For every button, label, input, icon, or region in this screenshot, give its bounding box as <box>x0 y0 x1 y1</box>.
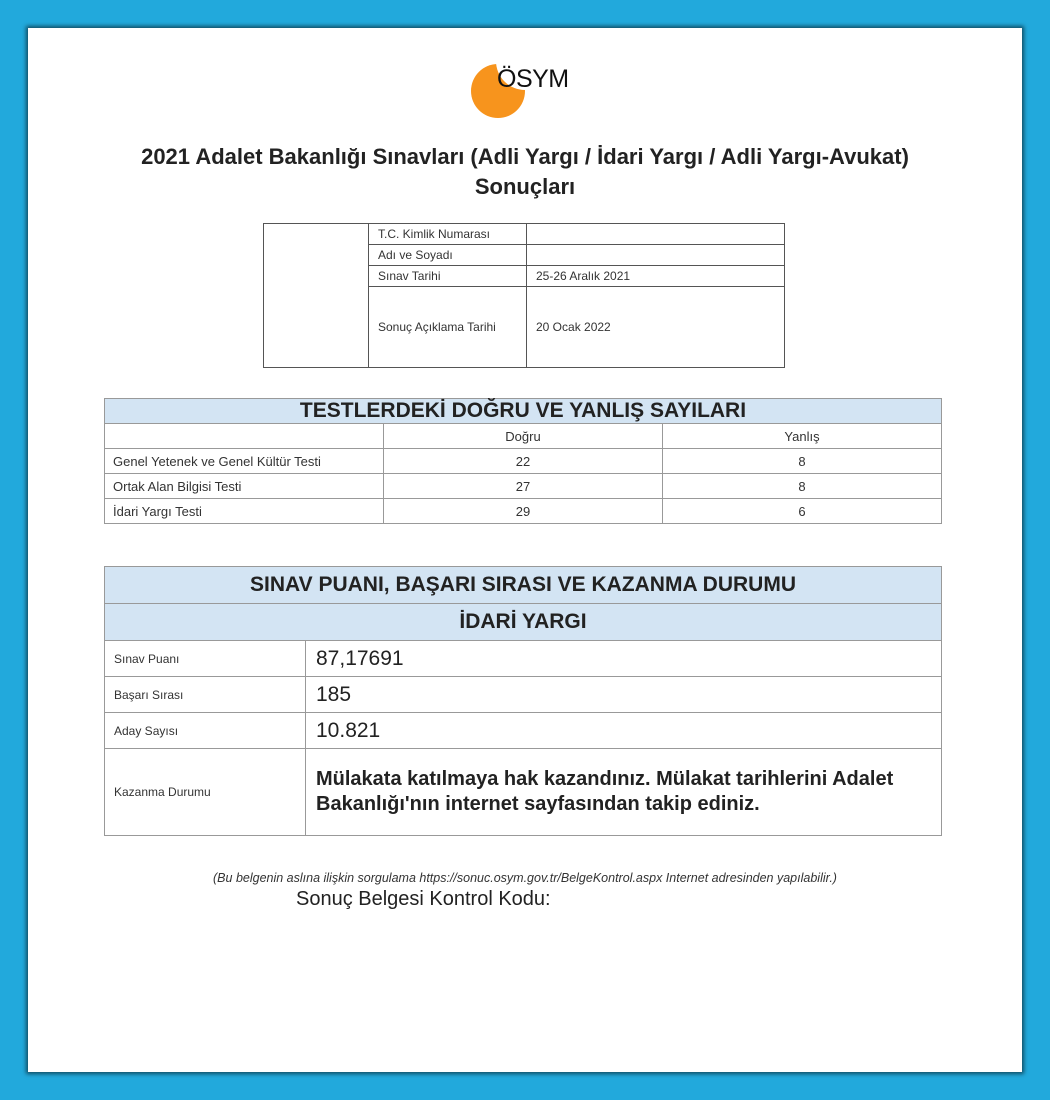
table-row <box>105 499 942 524</box>
result-document <box>28 28 1022 1072</box>
candidate-info-table <box>263 223 785 368</box>
dogru-count: 29 <box>384 499 663 524</box>
result-label: Başarı Sırası <box>105 677 306 713</box>
column-header-dogru: Doğru <box>384 424 663 449</box>
logo-text: ÖSYM <box>497 65 569 93</box>
candidate-count: 10.821 <box>306 713 942 749</box>
results-heading: SINAV PUANI, BAŞARI SIRASI VE KAZANMA DURUMU <box>105 567 942 604</box>
success-rank: 185 <box>306 677 942 713</box>
placement-status: Mülakata katılmaya hak kazandınız. Mülakat tarihlerini Adalet Bakanlığı'nın internet sayfasından takip ediniz. <box>306 749 942 836</box>
results-subheading: İDARİ YARGI <box>105 604 942 641</box>
test-name: İdari Yargı Testi <box>105 499 384 524</box>
result-label: Sınav Puanı <box>105 641 306 677</box>
photo-placeholder <box>264 224 369 368</box>
info-value: 25-26 Aralık 2021 <box>527 266 785 287</box>
osym-logo <box>471 61 591 121</box>
column-header <box>105 424 384 449</box>
page-title: 2021 Adalet Bakanlığı Sınavları (Adli Yargı / İdari Yargı / Adli Yargı-Avukat) Sonuçları <box>141 144 909 199</box>
yanlis-count: 6 <box>663 499 942 524</box>
tests-heading: TESTLERDEKİ DOĞRU VE YANLIŞ SAYILARI <box>105 399 942 424</box>
info-value: 20 Ocak 2022 <box>527 287 785 368</box>
dogru-count: 27 <box>384 474 663 499</box>
column-header-yanlis: Yanlış <box>663 424 942 449</box>
exam-score: 87,17691 <box>306 641 942 677</box>
result-label: Kazanma Durumu <box>105 749 306 836</box>
info-label: Sonuç Açıklama Tarihi <box>369 287 527 368</box>
dogru-count: 22 <box>384 449 663 474</box>
info-label: Sınav Tarihi <box>369 266 527 287</box>
tests-table <box>104 398 942 524</box>
table-row <box>105 713 942 749</box>
yanlis-count: 8 <box>663 449 942 474</box>
table-row <box>105 677 942 713</box>
test-name: Ortak Alan Bilgisi Testi <box>105 474 384 499</box>
info-value <box>527 245 785 266</box>
table-row <box>105 449 942 474</box>
info-label: T.C. Kimlik Numarası <box>369 224 527 245</box>
info-label: Adı ve Soyadı <box>369 245 527 266</box>
info-value <box>527 224 785 245</box>
verification-note: (Bu belgenin aslına ilişkin sorgulama https://sonuc.osym.gov.tr/BelgeKontrol.aspx Internet adresinden yapılabilir.) <box>213 871 837 885</box>
control-code-label: Sonuç Belgesi Kontrol Kodu: <box>296 888 551 910</box>
test-name: Genel Yetenek ve Genel Kültür Testi <box>105 449 384 474</box>
yanlis-count: 8 <box>663 474 942 499</box>
results-table <box>104 566 942 836</box>
table-row <box>105 641 942 677</box>
table-row <box>105 749 942 836</box>
table-row <box>105 474 942 499</box>
result-label: Aday Sayısı <box>105 713 306 749</box>
